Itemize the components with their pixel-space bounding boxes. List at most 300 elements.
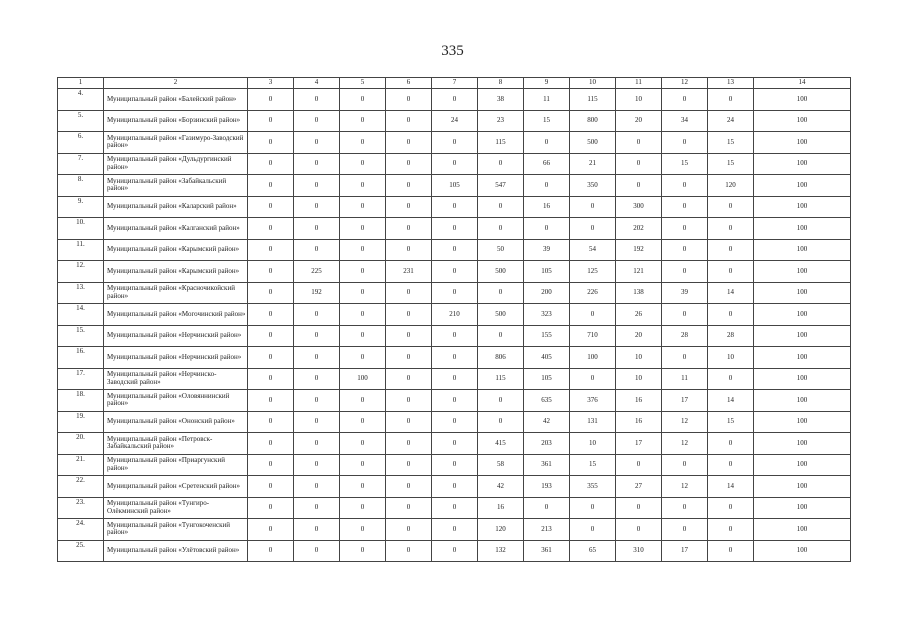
value-cell: 0 [662, 89, 708, 111]
table-row [58, 411, 851, 433]
data-table [57, 77, 851, 562]
table-row [58, 433, 851, 455]
value-cell: 0 [340, 304, 386, 326]
row-number: 7. [58, 153, 104, 175]
value-cell: 0 [386, 196, 432, 218]
value-cell: 16 [616, 390, 662, 412]
value-cell: 14 [708, 282, 754, 304]
district-name: Муниципальный район «Дульдургинский район» [104, 153, 248, 175]
value-cell: 38 [478, 89, 524, 111]
table-row [58, 390, 851, 412]
value-cell: 14 [708, 390, 754, 412]
value-cell: 0 [248, 497, 294, 519]
table-row [58, 282, 851, 304]
value-cell: 0 [616, 153, 662, 175]
row-number: 5. [58, 110, 104, 132]
row-number: 23. [58, 497, 104, 519]
value-cell: 20 [616, 325, 662, 347]
value-cell: 0 [432, 390, 478, 412]
value-cell: 0 [432, 454, 478, 476]
table-row [58, 153, 851, 175]
value-cell: 0 [478, 325, 524, 347]
value-cell: 0 [386, 282, 432, 304]
value-cell: 100 [754, 347, 851, 369]
value-cell: 0 [340, 390, 386, 412]
value-cell: 0 [386, 368, 432, 390]
value-cell: 121 [616, 261, 662, 283]
value-cell: 0 [616, 519, 662, 541]
value-cell: 0 [708, 239, 754, 261]
value-cell: 34 [662, 110, 708, 132]
row-number: 18. [58, 390, 104, 412]
value-cell: 0 [294, 132, 340, 154]
value-cell: 0 [248, 153, 294, 175]
value-cell: 155 [524, 325, 570, 347]
column-header: 8 [478, 78, 524, 89]
value-cell: 15 [708, 411, 754, 433]
value-cell: 17 [616, 433, 662, 455]
value-cell: 0 [340, 110, 386, 132]
value-cell: 710 [570, 325, 616, 347]
value-cell: 300 [616, 196, 662, 218]
value-cell: 547 [478, 175, 524, 197]
value-cell: 0 [294, 110, 340, 132]
row-number: 9. [58, 196, 104, 218]
value-cell: 11 [524, 89, 570, 111]
value-cell: 100 [754, 433, 851, 455]
table-row [58, 325, 851, 347]
value-cell: 28 [708, 325, 754, 347]
table-row [58, 347, 851, 369]
value-cell: 100 [754, 497, 851, 519]
value-cell: 0 [294, 218, 340, 240]
value-cell: 0 [570, 519, 616, 541]
value-cell: 0 [432, 411, 478, 433]
value-cell: 0 [478, 218, 524, 240]
value-cell: 226 [570, 282, 616, 304]
value-cell: 100 [754, 282, 851, 304]
row-number: 22. [58, 476, 104, 498]
value-cell: 0 [294, 454, 340, 476]
value-cell: 120 [478, 519, 524, 541]
district-name: Муниципальный район «Нерчинско-Заводский район» [104, 368, 248, 390]
value-cell: 213 [524, 519, 570, 541]
value-cell: 376 [570, 390, 616, 412]
value-cell: 0 [432, 476, 478, 498]
row-number: 6. [58, 132, 104, 154]
value-cell: 0 [478, 153, 524, 175]
value-cell: 100 [754, 519, 851, 541]
value-cell: 0 [386, 411, 432, 433]
value-cell: 42 [478, 476, 524, 498]
value-cell: 231 [386, 261, 432, 283]
value-cell: 0 [248, 196, 294, 218]
value-cell: 0 [708, 196, 754, 218]
district-name: Муниципальный район «Могочинский район» [104, 304, 248, 326]
value-cell: 0 [386, 239, 432, 261]
value-cell: 0 [294, 476, 340, 498]
value-cell: 0 [386, 153, 432, 175]
table-row [58, 454, 851, 476]
value-cell: 0 [248, 304, 294, 326]
value-cell: 0 [478, 411, 524, 433]
value-cell: 100 [754, 175, 851, 197]
value-cell: 0 [340, 433, 386, 455]
column-header: 4 [294, 78, 340, 89]
value-cell: 203 [524, 433, 570, 455]
value-cell: 28 [662, 325, 708, 347]
value-cell: 0 [248, 540, 294, 562]
value-cell: 0 [432, 433, 478, 455]
value-cell: 361 [524, 540, 570, 562]
value-cell: 0 [662, 519, 708, 541]
value-cell: 0 [340, 519, 386, 541]
value-cell: 0 [340, 476, 386, 498]
table-row [58, 497, 851, 519]
table-row [58, 110, 851, 132]
value-cell: 202 [616, 218, 662, 240]
value-cell: 54 [570, 239, 616, 261]
row-number: 20. [58, 433, 104, 455]
value-cell: 0 [386, 497, 432, 519]
value-cell: 100 [570, 347, 616, 369]
table-row [58, 304, 851, 326]
value-cell: 0 [340, 89, 386, 111]
page-number: 335 [441, 43, 464, 59]
value-cell: 0 [340, 497, 386, 519]
value-cell: 355 [570, 476, 616, 498]
value-cell: 0 [524, 132, 570, 154]
value-cell: 0 [432, 239, 478, 261]
value-cell: 100 [754, 368, 851, 390]
value-cell: 100 [754, 390, 851, 412]
value-cell: 0 [248, 519, 294, 541]
value-cell: 15 [524, 110, 570, 132]
value-cell: 115 [478, 368, 524, 390]
value-cell: 0 [248, 433, 294, 455]
row-number: 4. [58, 89, 104, 111]
row-number: 16. [58, 347, 104, 369]
value-cell: 0 [662, 196, 708, 218]
value-cell: 23 [478, 110, 524, 132]
value-cell: 100 [754, 261, 851, 283]
value-cell: 0 [386, 175, 432, 197]
value-cell: 39 [662, 282, 708, 304]
value-cell: 0 [248, 261, 294, 283]
row-number: 11. [58, 239, 104, 261]
value-cell: 0 [432, 218, 478, 240]
district-name: Муниципальный район «Сретенский район» [104, 476, 248, 498]
value-cell: 0 [294, 89, 340, 111]
value-cell: 415 [478, 433, 524, 455]
value-cell: 0 [294, 196, 340, 218]
value-cell: 0 [662, 175, 708, 197]
value-cell: 15 [662, 153, 708, 175]
value-cell: 115 [478, 132, 524, 154]
value-cell: 100 [754, 304, 851, 326]
value-cell: 105 [432, 175, 478, 197]
value-cell: 0 [340, 261, 386, 283]
value-cell: 0 [294, 411, 340, 433]
value-cell: 0 [708, 89, 754, 111]
table-row [58, 175, 851, 197]
value-cell: 14 [708, 476, 754, 498]
value-cell: 0 [432, 347, 478, 369]
row-number: 10. [58, 218, 104, 240]
value-cell: 138 [616, 282, 662, 304]
value-cell: 0 [248, 110, 294, 132]
district-name: Муниципальный район «Приаргунский район» [104, 454, 248, 476]
value-cell: 0 [386, 110, 432, 132]
value-cell: 100 [754, 540, 851, 562]
table-row [58, 218, 851, 240]
row-number: 17. [58, 368, 104, 390]
value-cell: 0 [432, 368, 478, 390]
value-cell: 0 [708, 540, 754, 562]
column-header: 2 [104, 78, 248, 89]
value-cell: 15 [708, 132, 754, 154]
value-cell: 0 [386, 433, 432, 455]
value-cell: 0 [248, 476, 294, 498]
column-header: 6 [386, 78, 432, 89]
value-cell: 0 [708, 218, 754, 240]
value-cell: 0 [386, 325, 432, 347]
district-name: Муниципальный район «Карымский район» [104, 261, 248, 283]
district-name: Муниципальный район «Газимуро-Заводский район» [104, 132, 248, 154]
value-cell: 0 [294, 347, 340, 369]
value-cell: 500 [478, 261, 524, 283]
row-number: 25. [58, 540, 104, 562]
column-header: 7 [432, 78, 478, 89]
value-cell: 0 [386, 454, 432, 476]
value-cell: 11 [662, 368, 708, 390]
value-cell: 100 [754, 153, 851, 175]
value-cell: 10 [616, 89, 662, 111]
value-cell: 17 [662, 390, 708, 412]
table-row [58, 89, 851, 111]
value-cell: 0 [248, 175, 294, 197]
value-cell: 16 [616, 411, 662, 433]
value-cell: 0 [248, 368, 294, 390]
district-name: Муниципальный район «Забайкальский район» [104, 175, 248, 197]
value-cell: 115 [570, 89, 616, 111]
value-cell: 12 [662, 411, 708, 433]
value-cell: 0 [616, 497, 662, 519]
value-cell: 15 [570, 454, 616, 476]
value-cell: 10 [616, 368, 662, 390]
value-cell: 0 [294, 368, 340, 390]
value-cell: 192 [294, 282, 340, 304]
value-cell: 0 [432, 497, 478, 519]
value-cell: 0 [340, 282, 386, 304]
table-row [58, 132, 851, 154]
value-cell: 100 [754, 454, 851, 476]
value-cell: 225 [294, 261, 340, 283]
row-number: 19. [58, 411, 104, 433]
value-cell: 105 [524, 368, 570, 390]
value-cell: 0 [478, 196, 524, 218]
value-cell: 0 [708, 497, 754, 519]
value-cell: 39 [524, 239, 570, 261]
value-cell: 0 [662, 347, 708, 369]
value-cell: 131 [570, 411, 616, 433]
value-cell: 125 [570, 261, 616, 283]
value-cell: 100 [754, 196, 851, 218]
value-cell: 0 [294, 175, 340, 197]
value-cell: 193 [524, 476, 570, 498]
value-cell: 42 [524, 411, 570, 433]
value-cell: 635 [524, 390, 570, 412]
value-cell: 0 [340, 175, 386, 197]
value-cell: 0 [432, 282, 478, 304]
value-cell: 0 [340, 218, 386, 240]
value-cell: 0 [524, 175, 570, 197]
value-cell: 0 [524, 218, 570, 240]
value-cell: 0 [386, 540, 432, 562]
value-cell: 0 [248, 218, 294, 240]
value-cell: 0 [386, 304, 432, 326]
district-name: Муниципальный район «Балейский район» [104, 89, 248, 111]
column-header: 13 [708, 78, 754, 89]
value-cell: 0 [294, 433, 340, 455]
value-cell: 0 [294, 153, 340, 175]
district-name: Муниципальный район «Нерчинский район» [104, 325, 248, 347]
value-cell: 100 [754, 89, 851, 111]
value-cell: 0 [570, 497, 616, 519]
value-cell: 10 [708, 347, 754, 369]
district-name: Муниципальный район «Красночикойский район» [104, 282, 248, 304]
value-cell: 0 [386, 476, 432, 498]
district-name: Муниципальный район «Карымский район» [104, 239, 248, 261]
value-cell: 27 [616, 476, 662, 498]
district-name: Муниципальный район «Калганский район» [104, 218, 248, 240]
value-cell: 0 [340, 411, 386, 433]
value-cell: 500 [478, 304, 524, 326]
value-cell: 0 [248, 325, 294, 347]
row-number: 24. [58, 519, 104, 541]
row-number: 12. [58, 261, 104, 283]
value-cell: 105 [524, 261, 570, 283]
district-name: Муниципальный район «Нерчинский район» [104, 347, 248, 369]
value-cell: 0 [616, 175, 662, 197]
district-name: Муниципальный район «Борзинский район» [104, 110, 248, 132]
value-cell: 0 [662, 218, 708, 240]
value-cell: 0 [432, 89, 478, 111]
value-cell: 806 [478, 347, 524, 369]
column-header: 5 [340, 78, 386, 89]
value-cell: 24 [432, 110, 478, 132]
value-cell: 192 [616, 239, 662, 261]
value-cell: 0 [570, 304, 616, 326]
value-cell: 0 [294, 304, 340, 326]
row-number: 14. [58, 304, 104, 326]
value-cell: 0 [340, 239, 386, 261]
value-cell: 0 [248, 411, 294, 433]
value-cell: 0 [570, 218, 616, 240]
value-cell: 10 [570, 433, 616, 455]
value-cell: 12 [662, 433, 708, 455]
value-cell: 0 [386, 132, 432, 154]
value-cell: 0 [340, 347, 386, 369]
value-cell: 0 [708, 304, 754, 326]
row-number: 15. [58, 325, 104, 347]
value-cell: 0 [432, 540, 478, 562]
column-header: 1 [58, 78, 104, 89]
value-cell: 0 [478, 390, 524, 412]
value-cell: 24 [708, 110, 754, 132]
value-cell: 0 [386, 218, 432, 240]
value-cell: 0 [432, 132, 478, 154]
value-cell: 0 [662, 454, 708, 476]
value-cell: 100 [754, 411, 851, 433]
value-cell: 800 [570, 110, 616, 132]
district-name: Муниципальный район «Улётовский район» [104, 540, 248, 562]
value-cell: 0 [340, 196, 386, 218]
value-cell: 100 [754, 218, 851, 240]
value-cell: 100 [340, 368, 386, 390]
value-cell: 323 [524, 304, 570, 326]
value-cell: 132 [478, 540, 524, 562]
district-name: Муниципальный район «Ононский район» [104, 411, 248, 433]
value-cell: 0 [708, 454, 754, 476]
value-cell: 405 [524, 347, 570, 369]
value-cell: 0 [432, 261, 478, 283]
value-cell: 0 [570, 196, 616, 218]
value-cell: 0 [662, 304, 708, 326]
value-cell: 10 [616, 347, 662, 369]
table-row [58, 239, 851, 261]
value-cell: 0 [662, 497, 708, 519]
value-cell: 0 [248, 89, 294, 111]
value-cell: 58 [478, 454, 524, 476]
value-cell: 50 [478, 239, 524, 261]
value-cell: 0 [294, 239, 340, 261]
value-cell: 0 [340, 153, 386, 175]
value-cell: 0 [662, 239, 708, 261]
district-name: Муниципальный район «Тунгиро-Олёкминский район» [104, 497, 248, 519]
value-cell: 0 [570, 368, 616, 390]
column-header: 12 [662, 78, 708, 89]
value-cell: 0 [248, 239, 294, 261]
table-header-row [58, 78, 851, 89]
value-cell: 12 [662, 476, 708, 498]
value-cell: 0 [340, 132, 386, 154]
value-cell: 0 [340, 454, 386, 476]
value-cell: 15 [708, 153, 754, 175]
row-number: 13. [58, 282, 104, 304]
value-cell: 0 [662, 132, 708, 154]
value-cell: 0 [616, 454, 662, 476]
value-cell: 100 [754, 239, 851, 261]
table-row [58, 519, 851, 541]
value-cell: 100 [754, 132, 851, 154]
value-cell: 66 [524, 153, 570, 175]
value-cell: 0 [386, 347, 432, 369]
table-row [58, 368, 851, 390]
value-cell: 361 [524, 454, 570, 476]
value-cell: 65 [570, 540, 616, 562]
value-cell: 0 [708, 433, 754, 455]
column-header: 14 [754, 78, 851, 89]
value-cell: 0 [616, 132, 662, 154]
value-cell: 0 [294, 497, 340, 519]
value-cell: 0 [432, 153, 478, 175]
table-row [58, 476, 851, 498]
table-row [58, 540, 851, 562]
column-header: 10 [570, 78, 616, 89]
value-cell: 20 [616, 110, 662, 132]
value-cell: 0 [708, 368, 754, 390]
